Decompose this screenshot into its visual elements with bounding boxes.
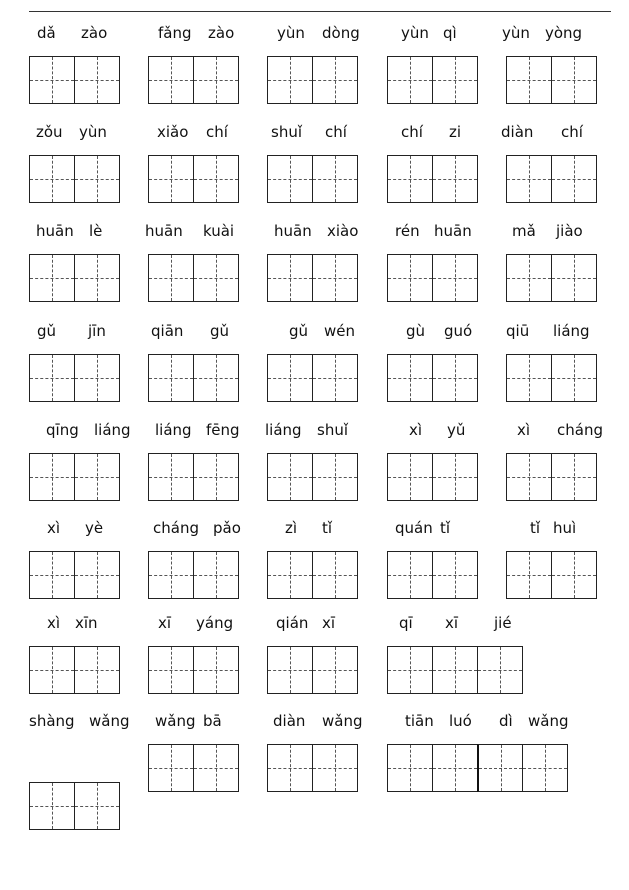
writing-cell[interactable] bbox=[551, 56, 597, 104]
writing-grid[interactable] bbox=[387, 453, 478, 501]
pinyin-syllable: xiǎo bbox=[157, 123, 189, 141]
pinyin-syllable: luó bbox=[449, 712, 472, 730]
writing-grid[interactable] bbox=[267, 354, 358, 402]
pinyin-syllable: kuài bbox=[203, 222, 235, 240]
pinyin-syllable: bā bbox=[203, 712, 222, 730]
writing-grid[interactable] bbox=[267, 254, 358, 302]
pinyin-syllable: gǔ bbox=[289, 322, 309, 340]
pinyin-syllable: gǔ bbox=[37, 322, 57, 340]
pinyin-syllable: huān bbox=[145, 222, 183, 240]
writing-cell[interactable] bbox=[432, 453, 478, 501]
pinyin-syllable: shàng bbox=[29, 712, 75, 730]
writing-grid[interactable] bbox=[29, 354, 120, 402]
writing-cell[interactable] bbox=[29, 551, 75, 599]
writing-grid[interactable] bbox=[506, 354, 597, 402]
pinyin-syllable: tiān bbox=[405, 712, 434, 730]
pinyin-syllable: dǎ bbox=[37, 24, 56, 42]
writing-cell[interactable] bbox=[432, 646, 478, 694]
pinyin-syllable: chí bbox=[561, 123, 583, 141]
writing-cell[interactable] bbox=[312, 744, 358, 792]
writing-grid[interactable] bbox=[29, 453, 120, 501]
writing-grid[interactable] bbox=[29, 646, 120, 694]
writing-cell[interactable] bbox=[506, 453, 552, 501]
pinyin-syllable: zào bbox=[81, 24, 108, 42]
pinyin-syllable: zǒu bbox=[36, 123, 63, 141]
writing-grid[interactable] bbox=[506, 453, 597, 501]
pinyin-syllable: wén bbox=[324, 322, 356, 340]
writing-cell[interactable] bbox=[193, 254, 239, 302]
writing-cell[interactable] bbox=[148, 56, 194, 104]
writing-cell[interactable] bbox=[193, 354, 239, 402]
writing-cell[interactable] bbox=[193, 453, 239, 501]
pinyin-syllable: gù bbox=[406, 322, 426, 340]
writing-cell[interactable] bbox=[506, 254, 552, 302]
writing-grid[interactable] bbox=[506, 155, 597, 203]
writing-cell[interactable] bbox=[148, 453, 194, 501]
writing-cell[interactable] bbox=[148, 551, 194, 599]
top-rule bbox=[29, 11, 611, 12]
writing-cell[interactable] bbox=[74, 453, 120, 501]
pinyin-syllable: yùn bbox=[502, 24, 530, 42]
pinyin-syllable: chí bbox=[401, 123, 423, 141]
writing-cell[interactable] bbox=[387, 56, 433, 104]
writing-cell[interactable] bbox=[477, 646, 523, 694]
writing-cell[interactable] bbox=[29, 254, 75, 302]
pinyin-syllable: chí bbox=[206, 123, 228, 141]
pinyin-syllable: gǔ bbox=[210, 322, 230, 340]
writing-grid[interactable] bbox=[387, 155, 478, 203]
pinyin-syllable: dì bbox=[499, 712, 513, 730]
writing-grid[interactable] bbox=[29, 155, 120, 203]
writing-cell[interactable] bbox=[29, 453, 75, 501]
pinyin-syllable: liáng bbox=[265, 421, 302, 439]
writing-grid[interactable] bbox=[506, 551, 597, 599]
writing-cell[interactable] bbox=[193, 155, 239, 203]
writing-grid[interactable] bbox=[387, 744, 568, 792]
pinyin-syllable: qiū bbox=[506, 322, 530, 340]
writing-cell[interactable] bbox=[387, 254, 433, 302]
pinyin-syllable: diàn bbox=[501, 123, 534, 141]
writing-cell[interactable] bbox=[312, 551, 358, 599]
pinyin-syllable: wǎng bbox=[528, 712, 569, 730]
pinyin-syllable: huān bbox=[274, 222, 312, 240]
pinyin-syllable: diàn bbox=[273, 712, 306, 730]
pinyin-syllable: wǎng bbox=[89, 712, 130, 730]
writing-grid[interactable] bbox=[29, 782, 120, 830]
writing-cell[interactable] bbox=[506, 155, 552, 203]
writing-cell[interactable] bbox=[74, 782, 120, 830]
pinyin-syllable: zì bbox=[285, 519, 298, 537]
pinyin-syllable: xī bbox=[322, 614, 336, 632]
pinyin-syllable: zi bbox=[449, 123, 462, 141]
pinyin-syllable: shuǐ bbox=[271, 123, 302, 141]
pinyin-syllable: pǎo bbox=[213, 519, 241, 537]
writing-cell[interactable] bbox=[387, 354, 433, 402]
writing-cell[interactable] bbox=[312, 354, 358, 402]
writing-grid[interactable] bbox=[148, 453, 239, 501]
writing-cell[interactable] bbox=[432, 56, 478, 104]
writing-cell[interactable] bbox=[148, 354, 194, 402]
writing-cell[interactable] bbox=[267, 254, 313, 302]
pinyin-syllable: qī bbox=[399, 614, 413, 632]
writing-cell[interactable] bbox=[29, 155, 75, 203]
pinyin-syllable: qīng bbox=[46, 421, 79, 439]
writing-cell[interactable] bbox=[267, 453, 313, 501]
writing-grid[interactable] bbox=[148, 155, 239, 203]
writing-cell[interactable] bbox=[193, 56, 239, 104]
writing-grid[interactable] bbox=[148, 354, 239, 402]
writing-grid[interactable] bbox=[506, 254, 597, 302]
pinyin-syllable: xì bbox=[409, 421, 423, 439]
writing-cell[interactable] bbox=[551, 453, 597, 501]
writing-grid[interactable] bbox=[267, 155, 358, 203]
writing-cell[interactable] bbox=[267, 354, 313, 402]
pinyin-syllable: guó bbox=[444, 322, 473, 340]
writing-cell[interactable] bbox=[74, 551, 120, 599]
writing-cell[interactable] bbox=[387, 453, 433, 501]
writing-cell[interactable] bbox=[432, 354, 478, 402]
pinyin-syllable: yǔ bbox=[447, 421, 466, 439]
pinyin-syllable: yùn bbox=[79, 123, 107, 141]
pinyin-syllable: huì bbox=[553, 519, 577, 537]
pinyin-syllable: tǐ bbox=[322, 519, 333, 537]
writing-grid[interactable] bbox=[387, 56, 478, 104]
pinyin-syllable: qì bbox=[443, 24, 457, 42]
writing-grid[interactable] bbox=[148, 744, 239, 792]
writing-grid[interactable] bbox=[29, 254, 120, 302]
pinyin-syllable: xī bbox=[445, 614, 459, 632]
writing-cell[interactable] bbox=[74, 354, 120, 402]
writing-cell[interactable] bbox=[193, 744, 239, 792]
pinyin-syllable: liáng bbox=[155, 421, 192, 439]
writing-cell[interactable] bbox=[267, 551, 313, 599]
writing-cell[interactable] bbox=[29, 646, 75, 694]
writing-cell[interactable] bbox=[267, 744, 313, 792]
writing-cell[interactable] bbox=[387, 155, 433, 203]
writing-cell[interactable] bbox=[148, 744, 194, 792]
pinyin-syllable: cháng bbox=[153, 519, 199, 537]
writing-grid[interactable] bbox=[267, 646, 358, 694]
writing-cell[interactable] bbox=[312, 254, 358, 302]
writing-grid[interactable] bbox=[387, 354, 478, 402]
writing-cell[interactable] bbox=[387, 646, 433, 694]
writing-cell[interactable] bbox=[74, 155, 120, 203]
writing-cell[interactable] bbox=[387, 551, 433, 599]
pinyin-syllable: qiān bbox=[151, 322, 184, 340]
writing-cell[interactable] bbox=[551, 354, 597, 402]
pinyin-syllable: quán bbox=[395, 519, 433, 537]
writing-cell[interactable] bbox=[267, 646, 313, 694]
pinyin-syllable: yùn bbox=[277, 24, 305, 42]
pinyin-syllable: mǎ bbox=[512, 222, 536, 240]
writing-cell[interactable] bbox=[477, 744, 523, 792]
pinyin-syllable: yòng bbox=[545, 24, 583, 42]
writing-cell[interactable] bbox=[387, 744, 433, 792]
pinyin-syllable: fǎng bbox=[158, 24, 192, 42]
writing-cell[interactable] bbox=[148, 254, 194, 302]
pinyin-syllable: shuǐ bbox=[317, 421, 348, 439]
writing-grid[interactable] bbox=[387, 551, 478, 599]
writing-cell[interactable] bbox=[432, 551, 478, 599]
writing-cell[interactable] bbox=[432, 744, 478, 792]
pinyin-syllable: wǎng bbox=[155, 712, 196, 730]
writing-grid[interactable] bbox=[148, 646, 239, 694]
writing-cell[interactable] bbox=[522, 744, 568, 792]
writing-cell[interactable] bbox=[551, 551, 597, 599]
writing-cell[interactable] bbox=[193, 646, 239, 694]
writing-cell[interactable] bbox=[148, 646, 194, 694]
pinyin-syllable: liáng bbox=[94, 421, 131, 439]
writing-cell[interactable] bbox=[193, 551, 239, 599]
pinyin-syllable: chí bbox=[325, 123, 347, 141]
pinyin-syllable: xīn bbox=[75, 614, 98, 632]
writing-cell[interactable] bbox=[506, 551, 552, 599]
writing-cell[interactable] bbox=[29, 56, 75, 104]
writing-cell[interactable] bbox=[506, 56, 552, 104]
writing-cell[interactable] bbox=[312, 155, 358, 203]
pinyin-syllable: fēng bbox=[206, 421, 240, 439]
writing-grid[interactable] bbox=[267, 56, 358, 104]
writing-cell[interactable] bbox=[267, 155, 313, 203]
pinyin-syllable: zào bbox=[208, 24, 235, 42]
pinyin-syllable: yè bbox=[85, 519, 104, 537]
pinyin-syllable: tǐ bbox=[440, 519, 451, 537]
pinyin-syllable: rén bbox=[395, 222, 420, 240]
pinyin-syllable: jīn bbox=[88, 322, 106, 340]
writing-grid[interactable] bbox=[148, 56, 239, 104]
writing-grid[interactable] bbox=[267, 551, 358, 599]
pinyin-syllable: yáng bbox=[196, 614, 234, 632]
writing-grid[interactable] bbox=[148, 254, 239, 302]
pinyin-syllable: huān bbox=[36, 222, 74, 240]
writing-grid[interactable] bbox=[148, 551, 239, 599]
writing-grid[interactable] bbox=[267, 744, 358, 792]
writing-cell[interactable] bbox=[312, 453, 358, 501]
writing-grid[interactable] bbox=[29, 551, 120, 599]
writing-cell[interactable] bbox=[29, 782, 75, 830]
pinyin-syllable: huān bbox=[434, 222, 472, 240]
writing-cell[interactable] bbox=[312, 646, 358, 694]
pinyin-syllable: jiào bbox=[556, 222, 583, 240]
writing-cell[interactable] bbox=[74, 254, 120, 302]
pinyin-syllable: qián bbox=[276, 614, 309, 632]
writing-cell[interactable] bbox=[29, 354, 75, 402]
pinyin-syllable: xiào bbox=[327, 222, 359, 240]
writing-grid[interactable] bbox=[387, 646, 523, 694]
writing-cell[interactable] bbox=[74, 56, 120, 104]
writing-cell[interactable] bbox=[551, 155, 597, 203]
pinyin-syllable: lè bbox=[89, 222, 103, 240]
pinyin-syllable: wǎng bbox=[322, 712, 363, 730]
writing-cell[interactable] bbox=[432, 155, 478, 203]
pinyin-syllable: jié bbox=[494, 614, 512, 632]
writing-cell[interactable] bbox=[148, 155, 194, 203]
writing-grid[interactable] bbox=[387, 254, 478, 302]
pinyin-syllable: liáng bbox=[553, 322, 590, 340]
writing-cell[interactable] bbox=[506, 354, 552, 402]
writing-grid[interactable] bbox=[29, 56, 120, 104]
pinyin-syllable: xì bbox=[47, 614, 61, 632]
pinyin-syllable: xì bbox=[47, 519, 61, 537]
pinyin-syllable: cháng bbox=[557, 421, 603, 439]
pinyin-syllable: tǐ bbox=[530, 519, 541, 537]
writing-cell[interactable] bbox=[432, 254, 478, 302]
writing-cell[interactable] bbox=[312, 56, 358, 104]
writing-grid[interactable] bbox=[506, 56, 597, 104]
writing-cell[interactable] bbox=[551, 254, 597, 302]
writing-cell[interactable] bbox=[74, 646, 120, 694]
pinyin-syllable: xì bbox=[517, 421, 531, 439]
pinyin-syllable: yùn bbox=[401, 24, 429, 42]
pinyin-syllable: xī bbox=[158, 614, 172, 632]
writing-grid[interactable] bbox=[267, 453, 358, 501]
pinyin-syllable: dòng bbox=[322, 24, 360, 42]
writing-cell[interactable] bbox=[267, 56, 313, 104]
